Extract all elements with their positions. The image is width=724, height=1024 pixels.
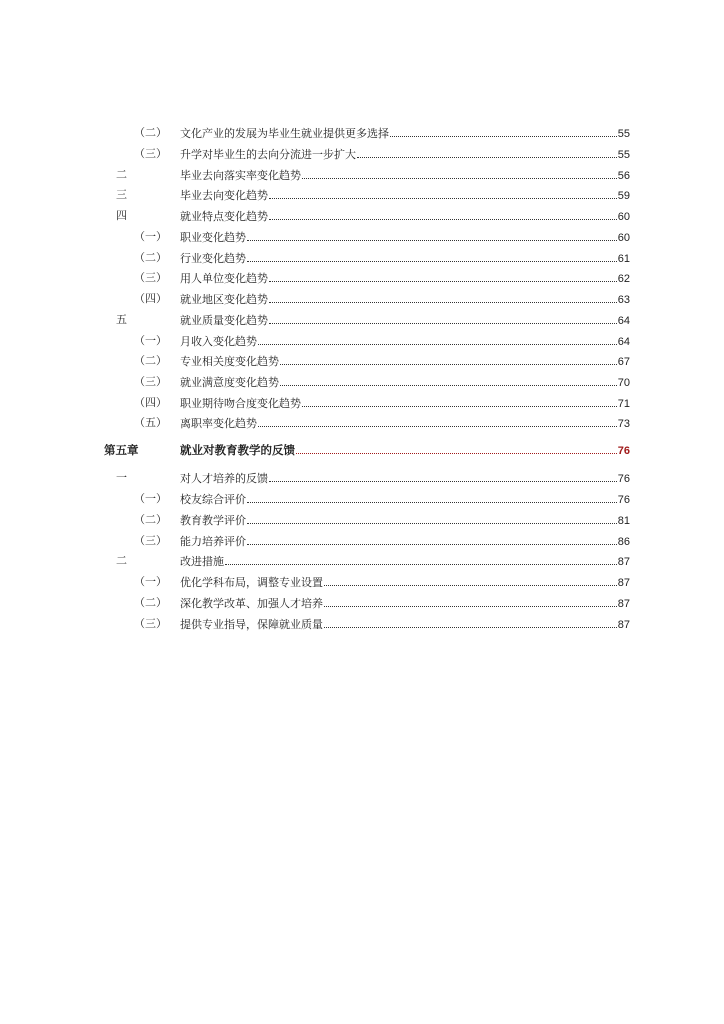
toc-page-number: 55 xyxy=(617,149,630,161)
toc-entry[interactable] xyxy=(0,393,724,413)
toc-title: 毕业去向变化趋势 xyxy=(180,189,268,202)
toc-number: （一） xyxy=(134,492,167,505)
toc-page-number: 55 xyxy=(617,128,630,140)
toc-number: （二） xyxy=(134,251,167,264)
toc-page-number: 87 xyxy=(617,598,630,610)
toc-entry[interactable] xyxy=(0,331,724,351)
toc-entry[interactable] xyxy=(0,248,724,268)
toc-number: 一 xyxy=(116,471,127,484)
dot-leader xyxy=(269,185,617,199)
toc-title: 毕业去向落实率变化趋势 xyxy=(180,169,301,182)
toc-number: 四 xyxy=(116,209,127,222)
toc-title: 专业相关度变化趋势 xyxy=(180,355,279,368)
dot-leader xyxy=(247,510,617,524)
toc-title: 教育教学评价 xyxy=(180,514,246,527)
dot-leader xyxy=(269,268,617,282)
toc-page-number: 87 xyxy=(617,619,630,631)
toc-page-number: 67 xyxy=(617,356,630,368)
toc-number: （三） xyxy=(134,271,167,284)
dot-leader xyxy=(269,468,617,482)
toc-title: 就业地区变化趋势 xyxy=(180,293,268,306)
toc-entry[interactable] xyxy=(0,289,724,309)
toc-page-number: 81 xyxy=(617,515,630,527)
toc-title: 职业期待吻合度变化趋势 xyxy=(180,397,301,410)
toc-number: 二 xyxy=(116,554,127,567)
toc-entry[interactable] xyxy=(0,185,724,205)
dot-leader xyxy=(324,593,617,607)
dot-leader xyxy=(280,351,617,365)
toc-chapter-number: 第五章 xyxy=(104,443,139,457)
toc-entry[interactable] xyxy=(0,413,724,433)
toc-number: （一） xyxy=(134,230,167,243)
toc-entry[interactable] xyxy=(0,531,724,551)
dot-leader xyxy=(302,165,617,179)
toc-title: 就业特点变化趋势 xyxy=(180,210,268,223)
toc-entry[interactable] xyxy=(0,165,724,185)
toc-entry[interactable] xyxy=(0,123,724,143)
toc-title: 月收入变化趋势 xyxy=(180,335,257,348)
toc-page-number: 86 xyxy=(617,536,630,548)
toc-entry[interactable] xyxy=(0,572,724,592)
dot-leader xyxy=(324,572,617,586)
toc-number: （二） xyxy=(134,354,167,367)
toc-entry[interactable] xyxy=(0,310,724,330)
toc-entry[interactable] xyxy=(0,372,724,392)
toc-number: 二 xyxy=(116,168,127,181)
toc-page-number: 60 xyxy=(617,232,630,244)
toc-entry[interactable] xyxy=(0,551,724,571)
dot-leader xyxy=(258,331,617,345)
dot-leader xyxy=(247,248,617,262)
toc-title: 就业质量变化趋势 xyxy=(180,314,268,327)
toc-page-number: 87 xyxy=(617,577,630,589)
toc-entry[interactable] xyxy=(0,227,724,247)
toc-entry[interactable] xyxy=(0,593,724,613)
toc-entry[interactable] xyxy=(0,144,724,164)
toc-entry[interactable] xyxy=(0,614,724,634)
toc-title: 校友综合评价 xyxy=(180,493,246,506)
dot-leader xyxy=(302,393,617,407)
toc-page-number: 76 xyxy=(617,494,630,506)
toc-number: （四） xyxy=(134,292,167,305)
toc-title: 职业变化趋势 xyxy=(180,231,246,244)
toc-title: 提供专业指导，保障就业质量 xyxy=(180,618,323,631)
toc-page-number: 76 xyxy=(617,445,630,457)
toc-page-number: 76 xyxy=(617,473,630,485)
toc-number: （四） xyxy=(134,396,167,409)
toc-page-number: 60 xyxy=(617,211,630,223)
toc-page-number: 61 xyxy=(617,253,630,265)
toc-number: （二） xyxy=(134,513,167,526)
dot-leader xyxy=(269,289,617,303)
dot-leader xyxy=(269,206,617,220)
toc-page-number: 87 xyxy=(617,556,630,568)
toc-title: 改进措施 xyxy=(180,555,224,568)
toc-page-number: 63 xyxy=(617,294,630,306)
toc-number: （三） xyxy=(134,534,167,547)
dot-leader xyxy=(247,531,617,545)
toc-entry[interactable] xyxy=(0,489,724,509)
toc-entry[interactable] xyxy=(0,468,724,488)
toc-page-number: 64 xyxy=(617,336,630,348)
toc-page-number: 56 xyxy=(617,170,630,182)
toc-number: （三） xyxy=(134,617,167,630)
toc-chapter-title: 就业对教育教学的反馈 xyxy=(180,443,295,457)
toc-number: 三 xyxy=(116,188,127,201)
dot-leader xyxy=(296,440,617,454)
toc-entry[interactable] xyxy=(0,268,724,288)
toc-title: 优化学科布局，调整专业设置 xyxy=(180,576,323,589)
toc-number: （三） xyxy=(134,147,167,160)
dot-leader xyxy=(247,489,617,503)
toc-number: （五） xyxy=(134,416,167,429)
toc-title: 深化教学改革、加强人才培养 xyxy=(180,597,323,610)
toc-page-number: 62 xyxy=(617,273,630,285)
toc-entry[interactable] xyxy=(0,510,724,530)
toc-title: 用人单位变化趋势 xyxy=(180,272,268,285)
toc-page-number: 71 xyxy=(617,398,630,410)
toc-chapter-entry[interactable] xyxy=(0,440,724,460)
toc-title: 行业变化趋势 xyxy=(180,252,246,265)
toc-number: （一） xyxy=(134,575,167,588)
dot-leader xyxy=(357,144,617,158)
dot-leader xyxy=(280,372,617,386)
toc-title: 升学对毕业生的去向分流进一步扩大 xyxy=(180,148,356,161)
toc-entry[interactable] xyxy=(0,351,724,371)
dot-leader xyxy=(258,413,617,427)
toc-number: （一） xyxy=(134,334,167,347)
toc-title: 能力培养评价 xyxy=(180,535,246,548)
toc-page-number: 64 xyxy=(617,315,630,327)
dot-leader xyxy=(225,551,617,565)
toc-number: （三） xyxy=(134,375,167,388)
toc-entry[interactable] xyxy=(0,206,724,226)
toc-page-number: 73 xyxy=(617,418,630,430)
dot-leader xyxy=(324,614,617,628)
toc-number: （二） xyxy=(134,126,167,139)
toc-title: 就业满意度变化趋势 xyxy=(180,376,279,389)
toc-title: 离职率变化趋势 xyxy=(180,417,257,430)
dot-leader xyxy=(390,123,617,137)
toc-title: 文化产业的发展为毕业生就业提供更多选择 xyxy=(180,127,389,140)
dot-leader xyxy=(247,227,617,241)
toc-title: 对人才培养的反馈 xyxy=(180,472,268,485)
toc-page-number: 59 xyxy=(617,190,630,202)
toc-number: （二） xyxy=(134,596,167,609)
toc-number: 五 xyxy=(116,313,127,326)
toc-page-number: 70 xyxy=(617,377,630,389)
dot-leader xyxy=(269,310,617,324)
